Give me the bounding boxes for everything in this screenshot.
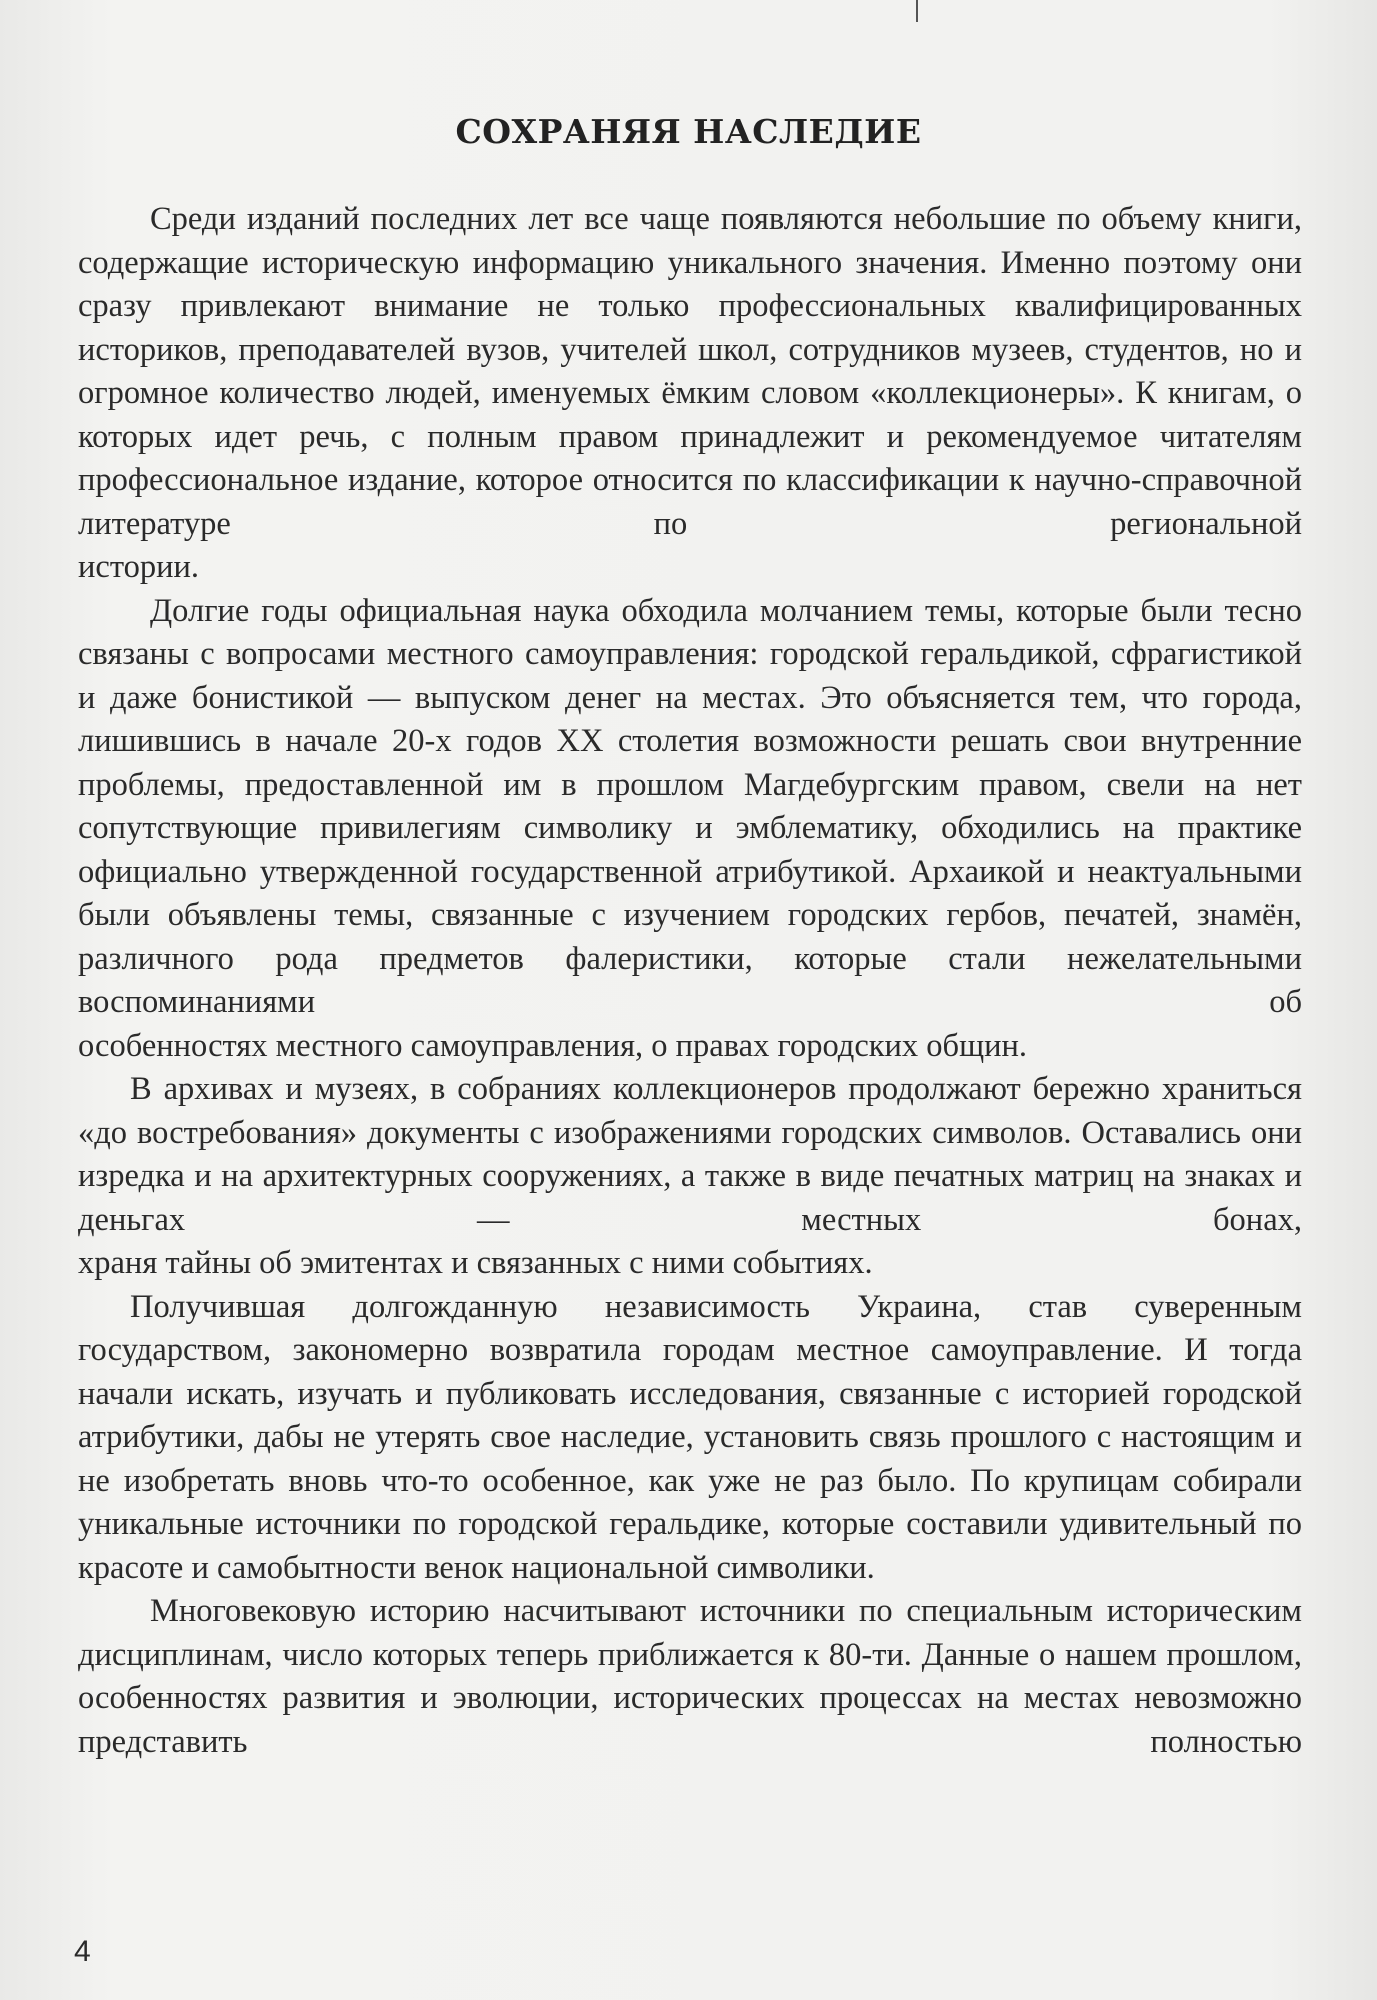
paragraph-2 xyxy=(78,590,1302,1069)
paragraph-4 xyxy=(78,1286,1302,1591)
paragraph-3-body: В архивах и музеях, в собраниях коллекционеров продолжают бережно храниться «до востребования» документы с изображениями городских символов. Оставались они изредка и на архитектурных сооружениях, а также в виде печатных матриц на знаках и деньгах — местных бонах, xyxy=(78,1071,1302,1238)
paragraph-3 xyxy=(78,1068,1302,1286)
page-number: 4 xyxy=(74,1935,91,1968)
paragraph-4-body: Получившая долгожданную независимость Украина, став суверенным государством, закономерно возвратила городам местное самоуправление. И тогда начали искать, изучать и публиковать исследования, связанные с историей городской атрибутики, дабы не утерять свое наследие, установить связь прошлого с настоящим и не изобретать вновь что-то особенное, как уже не раз было. По крупицам собирали уникальные источники по городской геральдике, которые составили удивительный по xyxy=(78,1288,1302,1542)
page-title: СОХРАНЯЯ НАСЛЕДИЕ xyxy=(455,112,922,151)
paragraph-5 xyxy=(78,1590,1302,1764)
paragraph-2-body: Долгие годы официальная наука обходила молчанием темы, которые были тесно связаны с вопросами местного самоуправления: городской геральдикой, сфрагистикой и даже бонистикой — выпуском денег на местах. Это объясняется тем, что города, лишившись в начале 20-х годов XX столетия возможности решать свои внутренние проблемы, предоставленной им в прошлом Магдебургским правом, свели на нет сопутствующие привилегиям символику и эмблематику, обходились на практике официально утвержденной государственной атрибутикой. Архаикой и неактуальными были объявлены темы, связанные с изучением городских гербов, печатей, знамён, различного рода предметов фалеристики, которые стали нежелательными воспоминаниями об xyxy=(78,592,1302,1020)
paragraph-3-last-line: храня тайны об эмитентах и связанных с ними событиях. xyxy=(78,1245,873,1281)
paragraph-2-last-line: особенностях местного самоуправления, о правах городских общин. xyxy=(78,1027,1028,1064)
body-text xyxy=(78,198,1302,1764)
paragraph-5-body: Многовековую историю насчитывают источники по специальным историческим дисциплинам, число которых теперь приближается к 80-ти. Данные о нашем прошлом, особенностях развития и эволюции, исторических процессах на местах невозможно представить полностью xyxy=(78,1593,1302,1760)
paragraph-1-body: Среди изданий последних лет все чаще появляются небольшие по объему книги, содержащие историческую информацию уникального значения. Именно поэтому они сразу привлекают внимание не только профессиональных квалифицированных историков, преподавателей вузов, учителей школ, сотрудников музеев, студентов, но и огромное количество людей, именуемых ёмким словом «коллекционеры». К книгам, о которых идет речь, с полным правом принадлежит и рекомендуемое читателям профессиональное издание, которое относится по классификации к научно-справочной литературе по региональной xyxy=(78,201,1302,542)
paragraph-4-last-line: красоте и самобытности венок национальной символики. xyxy=(78,1549,875,1586)
paragraph-1 xyxy=(78,198,1302,590)
paragraph-1-last-line: истории. xyxy=(78,549,200,585)
scan-scratch-mark xyxy=(916,0,918,22)
